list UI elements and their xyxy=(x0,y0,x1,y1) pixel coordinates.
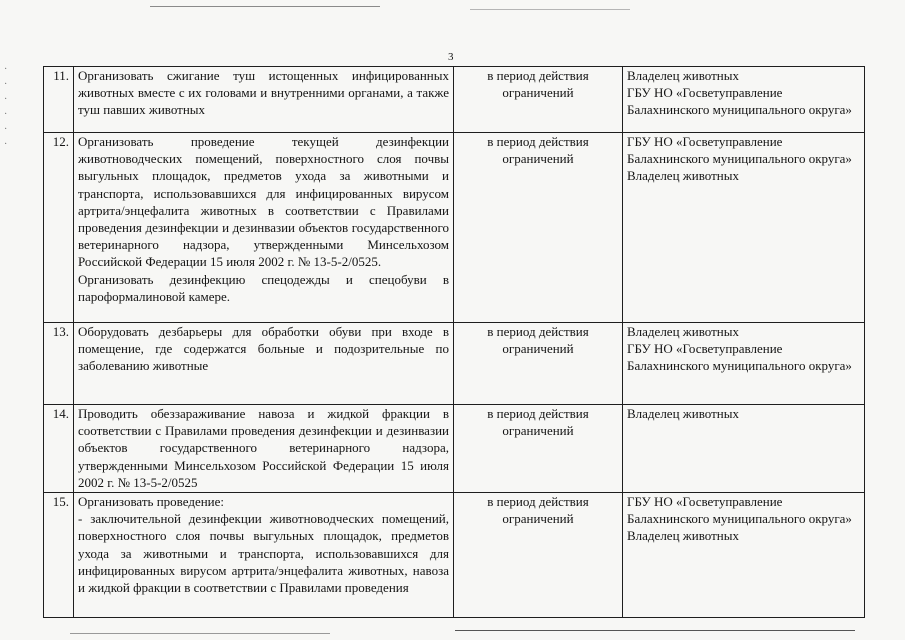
scan-artifact-top-line xyxy=(150,6,380,7)
measures-table xyxy=(43,66,865,618)
row-number: 12. xyxy=(44,133,74,323)
action-cell xyxy=(74,67,454,133)
table-row xyxy=(44,493,865,618)
scan-dot: · xyxy=(4,139,8,150)
action-paragraph: Организовать сжигание туш истощенных инфицированных животных вместе с их головами и внутренними органами, а также туш павших животных xyxy=(78,68,449,118)
scan-dot: · xyxy=(4,64,8,75)
scan-artifact-bottom-line xyxy=(455,630,855,631)
row-number: 11. xyxy=(44,67,74,133)
table-row xyxy=(44,67,865,133)
responsible-entry: ГБУ НО «Госветуправление Балахнинского муниципального округа» xyxy=(627,134,852,167)
period-cell: в период действия ограничений xyxy=(454,67,623,133)
responsible-entry: Владелец животных xyxy=(627,406,739,421)
period-cell: в период действия ограничений xyxy=(454,323,623,405)
action-cell xyxy=(74,323,454,405)
responsible-cell xyxy=(623,493,865,618)
responsible-entry: Владелец животных xyxy=(627,68,739,83)
action-cell xyxy=(74,493,454,618)
action-paragraph: Организовать проведение: xyxy=(78,494,225,510)
action-cell xyxy=(74,133,454,323)
responsible-entry: ГБУ НО «Госветуправление Балахнинского муниципального округа» xyxy=(627,494,852,527)
action-paragraph: Проводить обеззараживание навоза и жидкой фракции в соответствии с Правилами проведения дезинфекции и дезинвазии объектов государственного ветеринарного надзора, утвержденными Минсельхозом Российской Федерации 15 июля 2002 г. № 13-5-2/0525 xyxy=(78,406,449,490)
scan-dot: · xyxy=(4,124,8,135)
action-paragraph: Оборудовать дезбарьеры для обработки обуви при входе в помещение, где содержатся больные и подозрительные по заболеванию животные xyxy=(78,324,449,374)
responsible-entry: ГБУ НО «Госветуправление Балахнинского муниципального округа» xyxy=(627,85,852,118)
scan-dot: · xyxy=(4,94,8,105)
responsible-entry: Владелец животных xyxy=(627,324,739,339)
responsible-entry: Владелец животных xyxy=(627,528,739,544)
scan-artifact-margin-marks xyxy=(4,62,18,152)
period-cell: в период действия ограничений xyxy=(454,133,623,323)
action-paragraph: Организовать проведение текущей дезинфекции животноводческих помещений, поверхностного слоя почвы выгульных площадок, предметов ухода за животными и транспорта, использовавшихся для инфицированных вирусом артрита/энцефалита животных в соответствии с Правилами проведения дезинфекции и дезинвазии объектов государственного ветеринарного надзора, утвержденными Минсельхозом Российской Федерации 15 июля 2002 г. № 13-5-2/0525. xyxy=(78,134,449,270)
scan-artifact-bottom-line-left xyxy=(70,633,330,634)
row-number: 15. xyxy=(44,493,74,618)
period-cell: в период действия ограничений xyxy=(454,493,623,618)
action-paragraph: Организовать дезинфекцию спецодежды и спецобуви в пароформалиновой камере. xyxy=(78,271,449,304)
responsible-cell xyxy=(623,133,865,323)
responsible-cell xyxy=(623,323,865,405)
action-cell xyxy=(74,405,454,493)
responsible-cell xyxy=(623,67,865,133)
measures-table-body xyxy=(44,67,865,618)
page-number: 3 xyxy=(448,51,454,63)
table-row xyxy=(44,133,865,323)
table-row xyxy=(44,323,865,405)
responsible-entry: ГБУ НО «Госветуправление Балахнинского муниципального округа» xyxy=(627,341,852,374)
responsible-cell xyxy=(623,405,865,493)
table-row xyxy=(44,405,865,493)
row-number: 14. xyxy=(44,405,74,493)
responsible-entry: Владелец животных xyxy=(627,168,739,184)
row-number: 13. xyxy=(44,323,74,405)
scan-artifact-top-line-right xyxy=(470,9,630,10)
period-cell: в период действия ограничений xyxy=(454,405,623,493)
scan-dot: · xyxy=(4,109,8,120)
scan-dot: · xyxy=(4,79,8,90)
action-paragraph: - заключительной дезинфекции животноводческих помещений, поверхностного слоя почвы выгульных площадок, предметов ухода за животными и транспорта, использовавшихся для инфицированных вирусом артрита/энцефалита животных, навоза и жидкой фракции в соответствии с Правилами проведения xyxy=(78,511,449,596)
